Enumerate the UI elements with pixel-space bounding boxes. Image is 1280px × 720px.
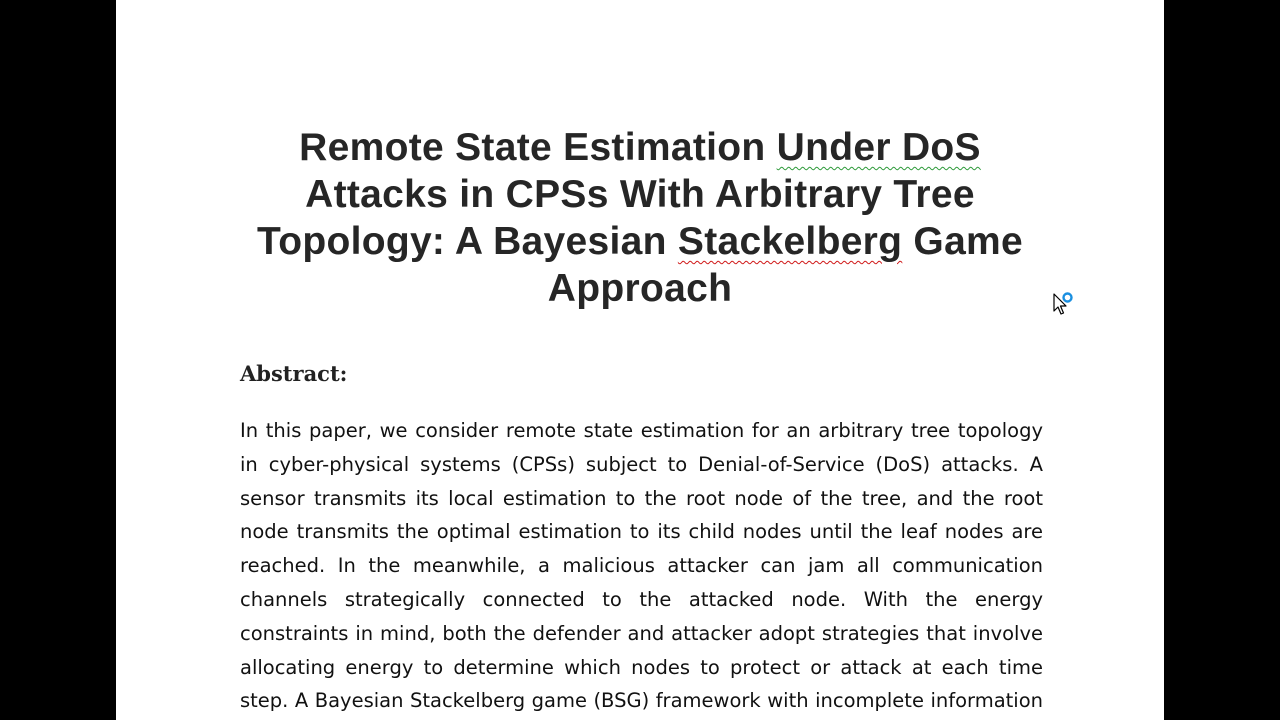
abstract-line: in cyber-physical systems (CPSs) subject to Denial-of-Service (DoS) attacks. A	[240, 452, 1043, 476]
abstract-line: channels strategically connected to the attacked node. With the energy	[240, 587, 1043, 611]
abstract-line: reached. In the meanwhile, a malicious attacker can jam all communication	[240, 554, 1043, 578]
abstract-heading: Abstract:	[240, 361, 348, 386]
grammar-flag-under-dos[interactable]: Under DoS	[776, 126, 981, 169]
abstract-line: constraints in mind, both the defender and attacker adopt strategies that involve	[240, 621, 1043, 645]
document-title	[116, 124, 1164, 312]
document-page[interactable]	[116, 0, 1164, 720]
title-line-3: Topology: A Bayesian Stackelberg Game	[256, 220, 1024, 263]
busy-pointer-icon	[1052, 292, 1078, 318]
abstract-line: allocating energy to determine which nodes to protect or attack at each time	[240, 655, 1043, 679]
title-line-4: Approach	[547, 267, 733, 310]
abstract-line: sensor transmits its local estimation to the root node of the tree, and the root	[240, 486, 1043, 510]
abstract-line: step. A Bayesian Stackelberg game (BSG) framework with incomplete information	[240, 689, 1043, 713]
title-line-1: Remote State Estimation Under DoS	[299, 126, 981, 169]
title-line-2: Attacks in CPSs With Arbitrary Tree	[305, 173, 975, 216]
spell-flag-stackelberg[interactable]: Stackelberg	[677, 220, 903, 263]
abstract-body	[240, 414, 1043, 718]
abstract-line: In this paper, we consider remote state estimation for an arbitrary tree topology	[240, 419, 1043, 442]
abstract-line: node transmits the optimal estimation to its child nodes until the leaf nodes are	[240, 520, 1043, 544]
